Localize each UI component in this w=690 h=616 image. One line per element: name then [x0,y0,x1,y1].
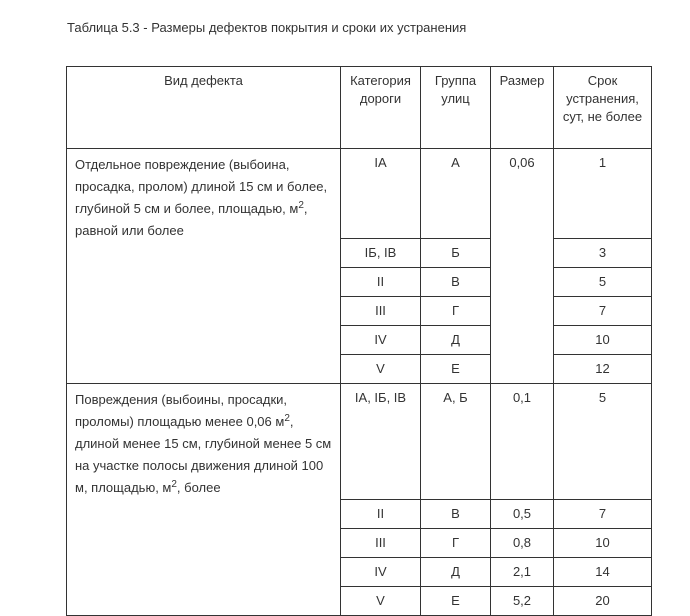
cell-size: 0,5 [491,500,554,529]
cell-group: Е [421,355,491,384]
cell-group: В [421,268,491,297]
defect-description-2: Повреждения (выбоины, просадки, проломы) площадью менее 0,06 $м^2$, длиной менее 15 см, глубиной менее 5 см на участке полосы движения длиной 100 м, площадью, $м^2$, более [67,384,341,616]
cell-category: IV [341,326,421,355]
header-group: Группа улиц [421,67,491,149]
table-row [67,384,652,500]
cell-group: Д [421,326,491,355]
cell-category: IA [341,149,421,239]
cell-term: 10 [554,326,652,355]
superscript: 2 [171,479,177,490]
cell-category: V [341,355,421,384]
header-row [67,67,652,149]
header-term: Срок устранения, сут, не более [554,67,652,149]
superscript: 2 [284,413,290,424]
table-caption: Таблица 5.3 - Размеры дефектов покрытия и сроки их устранения [67,20,467,35]
cell-term: 10 [554,529,652,558]
cell-size: 5,2 [491,587,554,616]
superscript: 2 [298,200,304,211]
cell-term: 7 [554,297,652,326]
cell-group: Б [421,239,491,268]
cell-term: 7 [554,500,652,529]
cell-term: 14 [554,558,652,587]
cell-category: II [341,500,421,529]
header-defect: Вид дефекта [67,67,341,149]
cell-term: 5 [554,268,652,297]
cell-term: 3 [554,239,652,268]
cell-term: 20 [554,587,652,616]
cell-category: V [341,587,421,616]
defect-description-1: Отдельное повреждение (выбоина, просадка, пролом) длиной 15 см и более, глубиной 5 см и более, площадью, $м^2$, равной или более [67,149,341,384]
cell-group: В [421,500,491,529]
table-row [67,149,652,239]
cell-category: IV [341,558,421,587]
cell-category: III [341,297,421,326]
header-category: Категория дороги [341,67,421,149]
cell-term: 1 [554,149,652,239]
cell-group: Г [421,529,491,558]
cell-group: Д [421,558,491,587]
cell-size: 0,8 [491,529,554,558]
cell-size: 0,1 [491,384,554,500]
cell-category: II [341,268,421,297]
cell-size: 2,1 [491,558,554,587]
cell-group: А, Б [421,384,491,500]
cell-group: Г [421,297,491,326]
cell-category: IA, IБ, IВ [341,384,421,500]
cell-category: IБ, IВ [341,239,421,268]
cell-category: III [341,529,421,558]
cell-group: Е [421,587,491,616]
cell-term: 5 [554,384,652,500]
cell-group: А [421,149,491,239]
cell-size: 0,06 [491,149,554,384]
defects-table [66,66,652,616]
header-size: Размер [491,67,554,149]
cell-term: 12 [554,355,652,384]
